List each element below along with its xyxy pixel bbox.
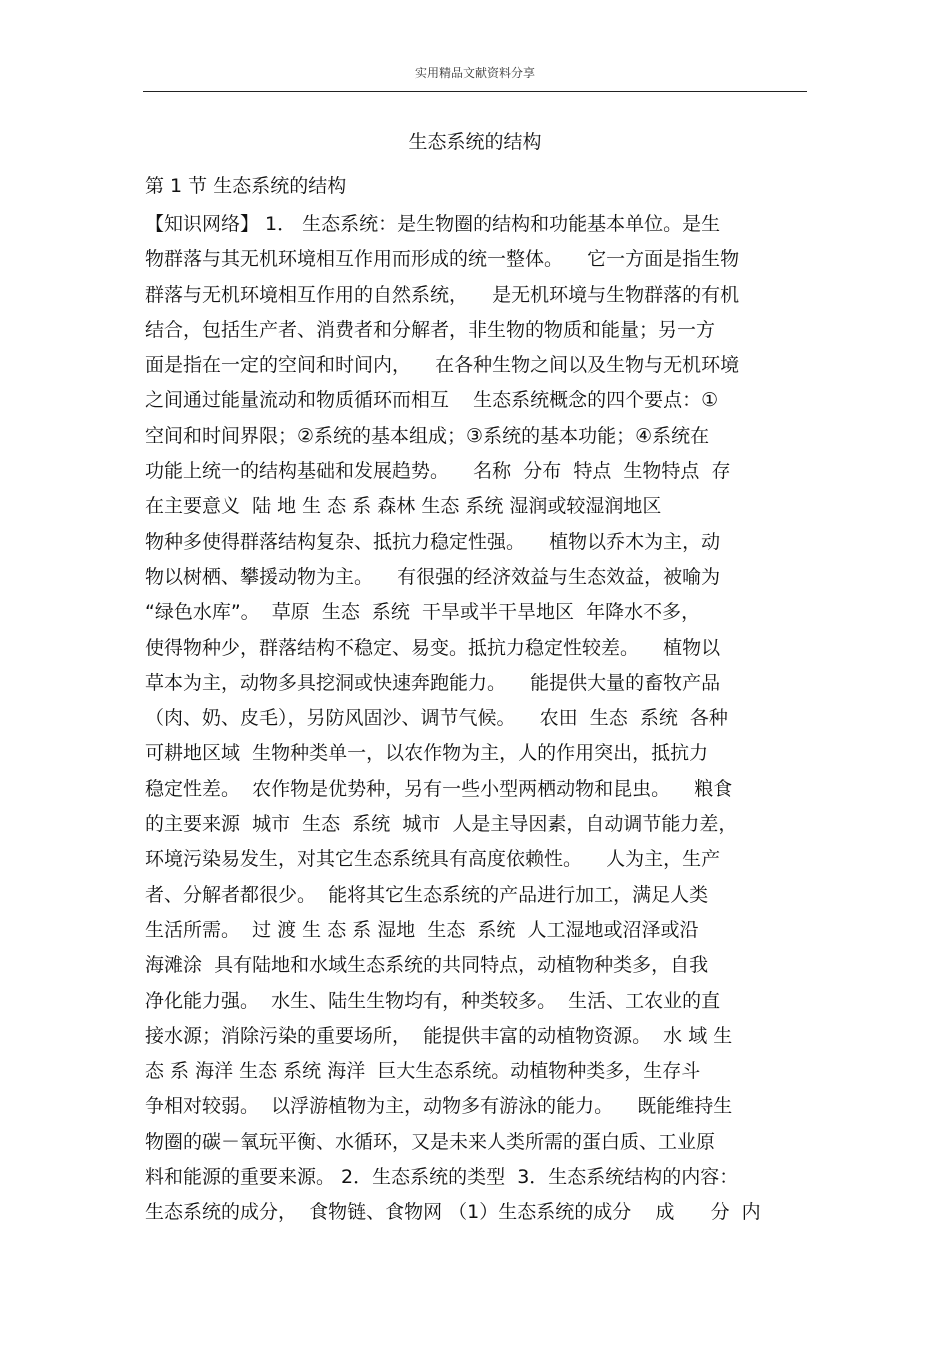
text-line: 面是指在一定的空间和时间内， 在各种生物之间以及生物与无机环境	[145, 354, 740, 377]
text-line: 环境污染易发生，对其它生态系统具有高度依赖性。 人为主，生产	[145, 848, 721, 871]
text-line: 草本为主，动物多具挖洞或快速奔跑能力。 能提供大量的畜牧产品	[145, 671, 721, 694]
text-line: 争相对较弱。 以浮游植物为主，动物多有游泳的能力。 既能维持生	[145, 1095, 733, 1118]
text-line: 者、分解者都很少。 能将其它生态系统的产品进行加工，满足人类	[145, 883, 709, 906]
text-line: 海滩涂 具有陆地和水域生态系统的共同特点，动植物种类多，自我	[145, 954, 709, 977]
text-line: 料和能源的重要来源。 2．生态系统的类型 3．生态系统结构的内容：	[145, 1166, 739, 1189]
text-line: 的主要来源 城市 生态 系统 城市 人是主导因素，自动调节能力差，	[145, 813, 738, 836]
document-title: 生态系统的结构	[408, 131, 542, 153]
text-line: 接水源；消除污染的重要场所， 能提供丰富的动植物资源。 水 域 生	[145, 1024, 733, 1047]
text-line: 使得物种少，群落结构不稳定、易变。抵抗力稳定性较差。 植物以	[145, 636, 721, 659]
text-line: 物以树栖、攀援动物为主。 有很强的经济效益与生态效益，被喻为	[145, 565, 721, 588]
text-line: 物群落与其无机环境相互作用而形成的统一整体。 它一方面是指生物	[145, 248, 740, 271]
text-line: 态 系 海洋 生态 系统 海洋 巨大生态系统。动植物种类多，生存斗	[145, 1060, 701, 1083]
text-line: 之间通过能量流动和物质循环而相互 生态系统概念的四个要点：①	[145, 389, 719, 412]
text-line: 群落与无机环境相互作用的自然系统， 是无机环境与生物群落的有机	[145, 283, 740, 306]
text-line: “绿色水库”。 草原 生态 系统 干旱或半干旱地区 年降水不多，	[145, 601, 701, 624]
text-line: （肉、奶、皮毛），另防风固沙、调节气候。 农田 生态 系统 各种	[145, 707, 728, 730]
section-heading: 第 1 节 生态系统的结构	[145, 175, 347, 197]
page-header: 实用精品文献资料分享	[414, 66, 535, 80]
text-line: 生活所需。 过 渡 生 态 系 湿地 生态 系统 人工湿地或沼泽或沿	[145, 918, 699, 941]
text-line: 生态系统的成分， 食物链、食物网 （1）生态系统的成分 成 分 内	[145, 1201, 761, 1224]
text-line: 在主要意义 陆 地 生 态 系 森林 生态 系统 湿润或较湿润地区	[145, 495, 662, 518]
text-line: 可耕地区域 生物种类单一，以农作物为主，人的作用突出，抵抗力	[145, 742, 709, 765]
text-line: 物种多使得群落结构复杂、抵抗力稳定性强。 植物以乔木为主，动	[145, 530, 721, 553]
text-line: 结合，包括生产者、消费者和分解者，非生物的物质和能量；另一方	[145, 318, 716, 341]
text-line: 净化能力强。 水生、陆生生物均有，种类较多。 生活、工农业的直	[145, 989, 721, 1012]
text-line: 空间和时间界限；②系统的基本组成；③系统的基本功能；④系统在	[145, 424, 710, 447]
body-text	[145, 207, 810, 1231]
text-line: 功能上统一的结构基础和发展趋势。 名称 分布 特点 生物特点 存	[145, 460, 731, 483]
text-line: 稳定性差。 农作物是优势种，另有一些小型两栖动物和昆虫。 粮食	[145, 777, 733, 800]
text-line: 【知识网络】 1． 生态系统：是生物圈的结构和功能基本单位。是生	[145, 213, 721, 235]
header-rule	[143, 91, 807, 92]
text-line: 物圈的碳－氧玩平衡、水循环，又是未来人类所需的蛋白质、工业原	[145, 1130, 716, 1153]
